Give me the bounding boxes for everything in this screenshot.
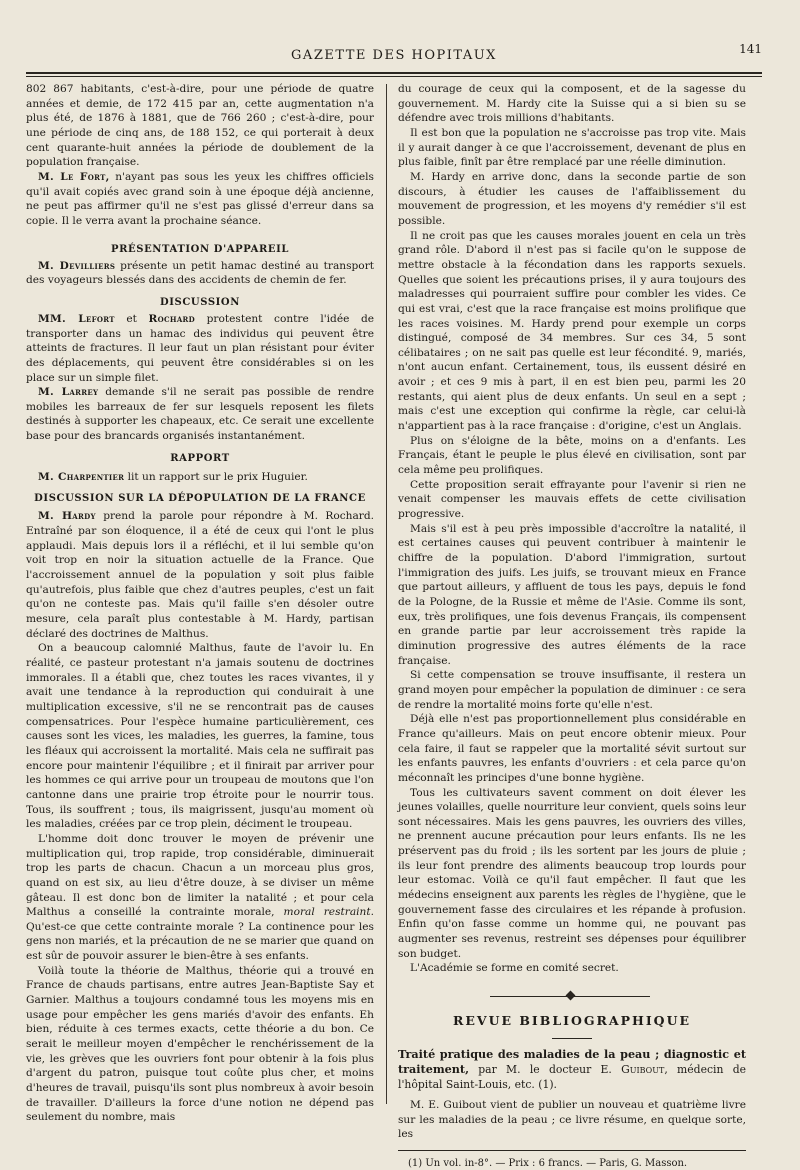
paragraph-proposition: Cette proposition serait effrayante pour l'avenir si rien ne venait compenser les mauvais effets de cette civilisation progressive. <box>398 478 746 521</box>
heading-depopulation: DISCUSSION SUR LA DÉPOPULATION DE LA FRANCE <box>34 493 366 505</box>
heading-presentation-appareil: PRÉSENTATION D'APPAREIL <box>111 243 289 255</box>
right-column <box>398 82 746 1170</box>
paragraph-cultivators: Tous les cultivateurs savent comment on doit élever les jeunes volailles, quelle nourriture leur convient, quels soins leur sont nécessaires. Mais les gens pauvres, les ouvriers des villes, ne prennent aucune précaution pour leurs enfants. Ils ne les préservent pas du froid ; ils les sortent par les jours de pluie ; ils leur font prendre des aliments beaucoup trop lourds pour leur estomac. Voilà ce qu'il faut empêcher. Il faut que les médecins enseignent aux parents les règles de l'hygiène, que le gouvernement fasse des circulaires et les répande à profusion. Enfin qu'on fasse comme un homme qui, ne pouvant pas augmenter ses revenus, restreint ses dépenses pour équilibrer son budget. <box>398 786 746 960</box>
speaker-name: MM. Lefort <box>38 312 115 325</box>
paragraph-malthus: On a beaucoup calomnié Malthus, faute de l'avoir lu. En réalité, ce pasteur protestant n'a jamais soutenu de doctrines immorales. Il a établi que, chez toutes les races vivantes, il y avait une tendance à la reproduction qui conduirait à une multiplication excessive, s'il ne se rencontrait pas de causes compensatrices. Pour l'espèce humaine particulièrement, ces causes sont les vices, les maladies, les guerres, la famine, tous les fléaux qui accroissent la mortalité. Mais cela ne suffirait pas encore pour maintenir l'équilibre ; et il finirait par arriver pour les hommes ce qui arrive pour un troupeau de moutons que l'on cantonne dans une prairie trop étroite pour le nourrir tous. Tous, ils souffrent ; tous, ils maigrissent, jusqu'au moment où les maladies, créées par ce trop plein, déciment le troupeau. <box>26 642 374 831</box>
speaker-name: M. Devilliers <box>38 259 116 272</box>
paragraph-second-part: M. Hardy en arrive donc, dans la seconde partie de son discours, à étudier les causes de l'affaiblissement du mouvement de progression, et les moyens d'y remédier s'il est possible. <box>398 170 746 227</box>
speaker-name: M. Charpentier <box>38 470 125 483</box>
section-title-revue-bibliographique: REVUE BIBLIOGRAPHIQUE <box>452 1013 692 1029</box>
paragraph-charpentier: M. Charpentier lit un rapport sur le prix Huguier. <box>38 470 308 483</box>
speaker-name: M. Hardy <box>38 510 96 523</box>
paragraph-mortality: Si cette compensation se trouve insuffisante, il restera un grand moyen pour empêcher la population de diminuer : ce sera de rendre la mortalité moins forte qu'elle n'est. <box>398 669 746 711</box>
journal-title: GAZETTE DES HOPITAUX <box>291 48 497 63</box>
emphasis-moral-restraint: moral restraint <box>283 906 371 919</box>
page-header <box>26 38 762 68</box>
paragraph-immigration: Mais s'il est à peu près impossible d'accroître la natalité, il est certaines causes qui peuvent contribuer à maintenir le chiffre de la population. D'abord l'immigration, surtout l'immigration des juifs. Les juifs, se trouvant mieux en France que partout ailleurs, y affluent de tous les pays, depuis le fond de la Pologne, de la Russie et même de l'Asie. Comme ils sont, eux, très prolifiques, une fois devenus Français, ils compensent en grande partie par leur accroissement très rapide la diminution progressive des autres éléments de la race française. <box>398 522 746 667</box>
page-number: 141 <box>739 42 762 56</box>
left-column <box>26 82 374 1125</box>
paragraph-population-growth: Il est bon que la population ne s'accroisse pas trop vite. Mais il y aurait danger à ce que l'accroissement, devenant de plus en plus faible, finît par être remplacé par une réelle diminution. <box>398 126 746 169</box>
paragraph-population-figures: 802 867 habitants, c'est-à-dire, pour une période de quatre années et demie, de 172 415 par an, cette augmentation n'a plus été, de 1876 à 1881, que de 766 260 ; c'est-à-dire, pour une période de cinq ans, de 188 152, ce qui porterait à deux cent quarante-huit années la période de doublement de la population française. <box>26 83 374 169</box>
heading-rapport: RAPPORT <box>170 452 230 464</box>
speaker-name: M. Le Fort, <box>38 170 110 183</box>
paragraph-larrey: M. Larrey demande s'il ne serait pas possible de rendre mobiles les barreaux de fer sur lesquels reposent les filets destinés à supporter les chapeaux, etc. Ce serait une excellente base pour des brancards organisés instantanément. <box>26 386 375 443</box>
paragraph-guibout: M. E. Guibout vient de publier un nouveau et quatrième livre sur les maladies de la peau ; ce livre résume, en quelque sorte, les <box>398 1099 746 1141</box>
paragraph-hygiene: Déjà elle n'est pas proportionnellement plus considérable en France qu'ailleurs. Mais on peut encore obtenir mieux. Pour cela faire, il faut se rappeler que la mortalité sévit surtout sur les enfants pauvres, les enfants d'ouvriers : et cela parce qu'on méconnaît les principes d'une bonne hygiène. <box>398 713 746 784</box>
paragraph-devilliers: M. Devilliers présente un petit hamac destiné au transport des voyageurs blessés dans des accidents de chemin de fer. <box>26 259 375 287</box>
paragraph-malthus-theory: Voilà toute la théorie de Malthus, théorie qui a trouvé en France de chauds partisans, entre autres Jean-Baptiste Say et Garnier. Malthus a toujours condamné tous les moyens mis en usage pour empêcher les gens mariés d'avoir des enfants. Eh bien, réduite à ces termes exacts, cette théorie a du bon. Ce serait le meilleur moyen d'empêcher le renchérissement de la vie, les grèves que les ouvriers font pour obtenir à la fois plus d'argent du patron, puisque tout coûte plus cher, et moins d'heures de travail, puisqu'ils sont plus nombreux à avoir besoin de travailler. D'ailleurs la force d'une notion ne dépend pas seulement du nombre, mais <box>26 964 374 1124</box>
speaker-name: Rochard <box>148 312 196 325</box>
paragraph-hardy: M. Hardy prend la parole pour répondre à M. Rochard. Entraîné par son éloquence, il a été de ceux qui l'ont le plus applaudi. Mais depuis lors il a réfléchi, et il lui semble qu'on voit trop en noir la situation actuelle de la France. Que l'accroissement annuel de la population y soit plus faible qu'autrefois, plus faible que chez d'autres peuples, c'est un fait qu'on ne conteste pas. Mais qu'il faille s'en désoler outre mesure, cela paraît plus contestable à M. Hardy, partisan déclaré des doctrines de Malthus. <box>26 510 374 640</box>
column-divider <box>386 84 387 1104</box>
paragraph-moral-causes: Il ne croit pas que les causes morales jouent en cela un très grand rôle. D'abord il n'est pas si facile qu'on le suppose de mettre obstacle à la fécondation dans les rapports sexuels. Quelles que soient les précautions prises, il y aura toujours des maladresses qui pourraient suffire pour combler les vides. Ce qui est vrai, c'est que la race française est moins prolifique que les races voisines. M. Hardy prend pour exemple un corps distingué, composé de 34 membres. Sur ces 34, 5 sont célibataires ; on ne sait pas quelle est leur fécondité. 9, mariés, n'ont aucun enfant. Certainement, tous, ils eussent désiré en avoir ; et ces 9 mis à part, il en est bien peu, parmi les 20 restants, qui aient plus de deux enfants. Un seul en a sept ; mais c'est une exception qui confirme la règle, car celui-là n'appartient pas à la race française : d'origine, c'est un Anglais. <box>398 229 746 433</box>
header-rule-thin <box>26 76 762 77</box>
footnote-rule <box>398 1150 746 1151</box>
diamond-ornament-icon <box>566 991 576 1001</box>
paragraph-le-fort: M. Le Fort, n'ayant pas sous les yeux les chiffres officiels qu'il avait copiés avec grand soin à une époque déjà ancienne, ne peut pas affirmer qu'il ne s'est pas glissé d'erreur dans sa copie. Il le verra avant la prochaine séance. <box>26 170 374 227</box>
paragraph-switzerland: du courage de ceux qui la composent, et de la sagesse du gouvernement. M. Hardy cite la Suisse qui a si bien su se défendre avec trois millions d'habitants. <box>398 83 746 125</box>
heading-discussion: DISCUSSION <box>159 296 240 308</box>
paragraph-moral-restraint: L'homme doit donc trouver le moyen de prévenir une multiplication qui, trop rapide, trop considérable, diminuerait trop les parts de chacun. Chacun a un morceau plus gros, quand on est six, au lieu d'être douze, à se diviser un même gâteau. Il est donc bon de limiter la natalité ; et pour cela Malthus a conseillé la contrainte morale, moral restraint. Qu'est-ce que cette contrainte morale ? La continence pour les gens non mariés, et la précaution de ne se marier que quand on est sûr de pouvoir assurer le bien-être à ses enfants. <box>26 832 374 963</box>
ornament-divider <box>398 990 746 1003</box>
author-name: Guibout <box>621 1063 665 1077</box>
paragraph-lefort-rochard: MM. Lefort et Rochard protestent contre l'idée de transporter dans un hamac des individus qui peuvent être atteints de fractures. Il leur faut un plan résistant pour éviter des déplacements, qui peuvent être considérables si on les place sur un simple filet. <box>26 312 374 384</box>
speaker-name: M. Larrey <box>38 386 99 399</box>
footnote: (1) Un vol. in-8°. — Prix : 6 francs. — Paris, G. Masson. <box>408 1158 688 1169</box>
paragraph-civilisation: Plus on s'éloigne de la bête, moins on a d'enfants. Les Français, étant le peuple le plus élevé en civilisation, sont par cela même peu prolifiques. <box>398 434 746 477</box>
paragraph-comite-secret: L'Académie se forme en comité secret. <box>410 962 619 975</box>
header-rule-thick <box>26 72 762 74</box>
book-title: Traité pratique des maladies de la peau ; diagnostic et traitement, par M. le docteur E. Guibout, médecin de l'hôpital Saint-Louis, etc. (1). <box>398 1047 746 1092</box>
short-rule <box>552 1038 592 1039</box>
